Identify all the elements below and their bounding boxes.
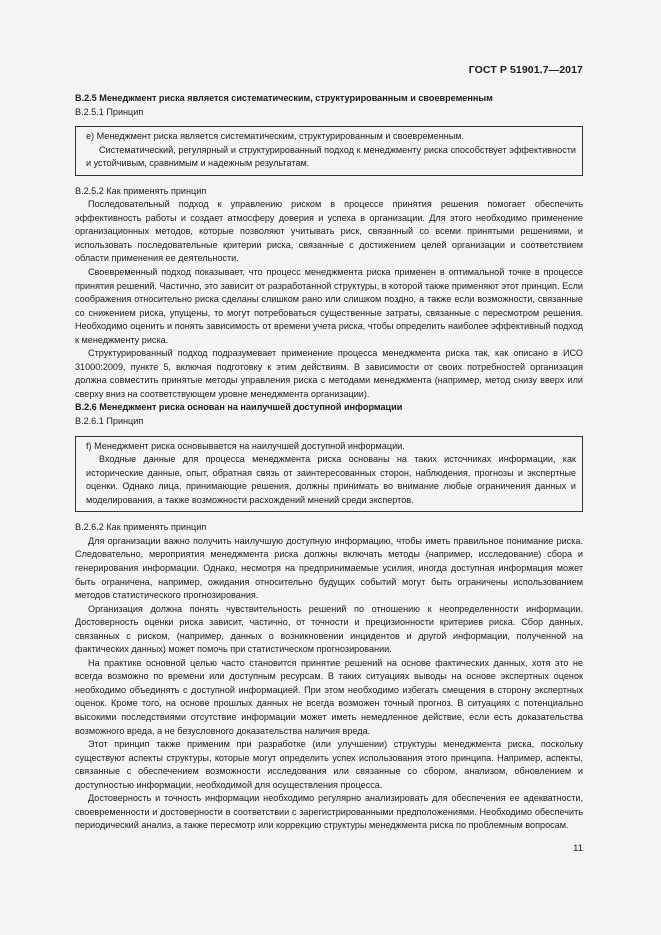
paragraph: Структурированный подход подразумевает применение процесса менеджмента риска так, как описано в ИСО 31000:2009, пункте 5, включая подготовку к этим действиям. В зависимости от своих потребностей организация должна совместить принятые методы управления риска с методами менеджмента (например, метод снизу вверх или сверху вниз на соответствующем уровне менеджмента организации).	[75, 348, 583, 399]
principle-f-text: Входные данные для процесса менеджмента риска основаны на таких источниках информации, как исторические данные, опыт, обратная связь от заинтересованных сторон, наблюдения, прогнозы и экспертные оценки. Однако лица, принимающие решения, должны принимать во внимание любые ограничения данных и моделирования, а также возможности расхождений мнений среди экспертов.	[86, 454, 576, 505]
paragraph: Для организации важно получить наилучшую доступную информацию, чтобы иметь правильное понимание риска. Следовательно, мероприятия менеджмента риска должны включать методы (например, исследование) сбора и генерирования информации. Однако, несмотря на предпринимаемые усилия, иногда доступная информация может быть ограничена, например, ожидания относительно будущих событий могут быть ограничены использованием методов статистического прогнозирования.	[75, 535, 583, 601]
paragraph: Достоверность и точность информации необходимо регулярно анализировать для обеспечения ее адекватности, своевременности и достоверности в соответствии с зарегистрированными предположениями. Необходимо обеспечить периодический анализ, а также пересмотр или коррекцию структуры менеджмента риска по проблемным вопросам.	[75, 793, 583, 831]
principle-e-item: e) Менеджмент риска является систематическим, структурированным и своевременным.	[86, 131, 465, 142]
section-b262-title: B.2.6.2 Как применять принцип	[75, 522, 207, 533]
principle-e-box	[75, 126, 583, 176]
section-b25-heading: B.2.5 Менеджмент риска является систематическим, структурированным и своевременным	[75, 93, 493, 103]
principle-e-text: Систематический, регулярный и структурированный подход к менеджменту риска способствует эффективности и устойчивым, сравнимым и надежным результатам.	[86, 144, 576, 169]
paragraph: На практике основной целью часто становится принятие решений на основе фактических данных, хотя это не всегда возможно по времени или доступным ресурсам. В таких ситуациях выводы на основе экспертных оценок необходимо объединять с доступной информацией. При этом необходимо избегать смещения в сторону экспертных оценок. Кроме того, на основе прошлых данных не всегда возможен точный прогноз. В ситуациях с потенциально высокими последствиями отсутствие информации может иметь немедленное действие, если есть доказательства возможного вреда, а не безусловного доказательства наличия вреда.	[75, 657, 583, 736]
section-b252-title: B.2.5.2 Как применять принцип	[75, 185, 207, 196]
principle-f-item: f) Менеджмент риска основывается на наилучшей доступной информации.	[86, 440, 405, 451]
standard-code: ГОСТ Р 51901.7—2017	[468, 64, 583, 76]
page-number: 11	[573, 843, 583, 854]
paragraph: Последовательный подход к управлению риском в процессе принятия решения помогает обеспечить эффективность работы и создает атмосферу доверия и успеха в организации. Для этого необходимо применение организационных методов, которые позволяют учитывать риск, связанный со всеми принятыми решениями, и использовать последовательные критерии риска, связанные с достижением целей организации и соответствием области применения ее деятельности.	[75, 199, 583, 264]
paragraph: Своевременный подход показывает, что процесс менеджмента риска применен в оптимальной точке в процессе принятия решений. Частично, это зависит от разработанной структуры, в которой также применяют этот принцип. Если соображения относительно риска сделаны слишком рано или слишком поздно, а также если возможности, связанные со снижением риска, упущены, то могут потребоваться существенные затраты, связанные с пересмотром решения. Необходимо оценить и понять зависимость от времени учета риска, чтобы определить наиболее эффективный подход к менеджменту риска.	[75, 267, 583, 345]
section-b251-title: B.2.5.1 Принцип	[75, 106, 144, 117]
page-content	[75, 92, 583, 833]
section-b261-title: B.2.6.1 Принцип	[75, 416, 144, 427]
section-b26-heading: B.2.6 Менеджмент риска основан на наилучшей доступной информации	[75, 402, 403, 413]
paragraph: Организация должна понять чувствительность решений по отношению к неопределенности информации. Достоверность оценки риска зависит, частично, от точности и прецизионности критериев риска. Сбор данных, связанных с риском, (например, данных о возникновении инцидентов и другой информации, полученной на фактических данных) может помочь при статистическом прогнозировании.	[75, 603, 583, 655]
paragraph: Этот принцип также применим при разработке (или улучшении) структуры менеджмента риска, поскольку существуют аспекты структуры, которые могут определить успех использования этого принципа. Например, аспекты, связанные с обеспечением возможности исследования или связанные со сбором, анализом, обновлением и доступностью информации, необходимой для осуществления процесса.	[75, 739, 583, 790]
principle-f-box	[75, 436, 583, 513]
